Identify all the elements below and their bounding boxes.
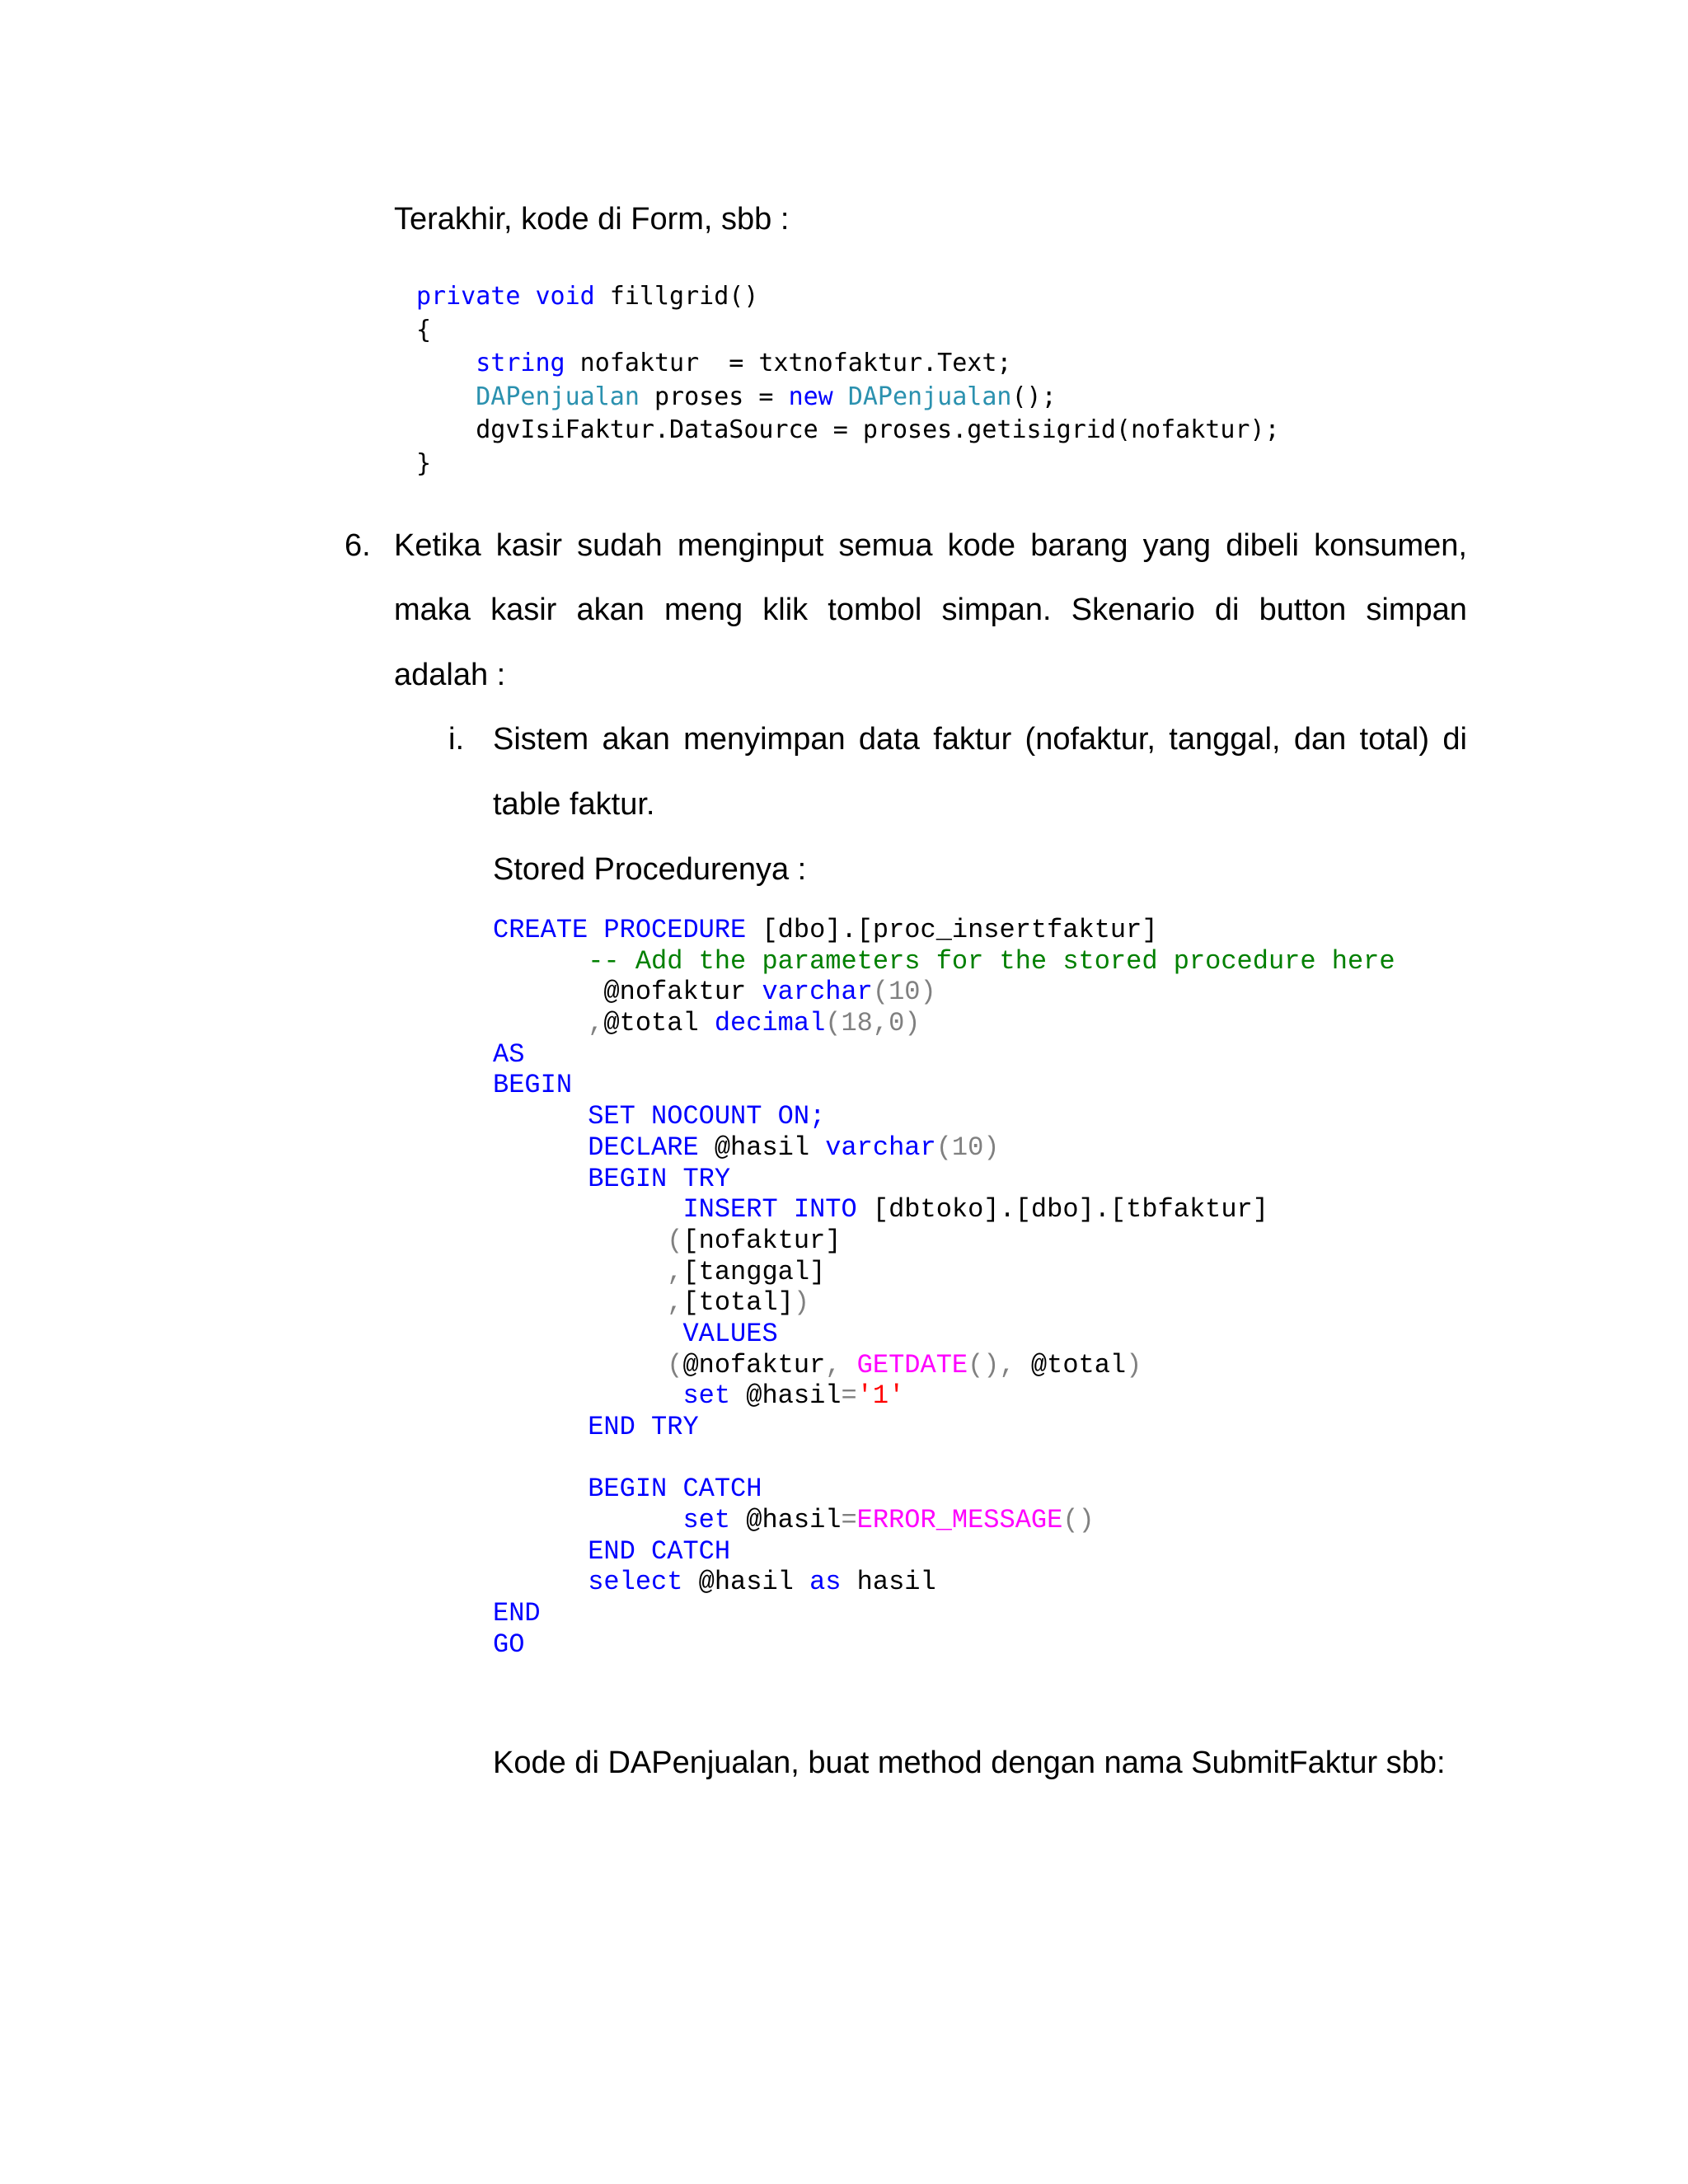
code-line xyxy=(416,414,1280,448)
code-line xyxy=(493,1132,1395,1164)
code-keyword: varchar xyxy=(825,1132,936,1163)
code-operator: , xyxy=(588,1008,604,1039)
word: simpan xyxy=(1366,593,1467,627)
code-function: ERROR_MESSAGE xyxy=(856,1505,1063,1536)
word: konsumen, xyxy=(1314,528,1467,563)
word: Sistem xyxy=(493,722,589,757)
word: sudah xyxy=(577,528,663,563)
word: klik xyxy=(762,593,809,627)
code-line xyxy=(493,1226,1395,1257)
word: simpan. xyxy=(941,593,1052,627)
word: yang xyxy=(1142,528,1212,563)
item6-line-2 xyxy=(394,594,1467,626)
code-keyword: SET NOCOUNT ON; xyxy=(588,1101,826,1132)
word: kode xyxy=(947,528,1016,563)
code-operator: , xyxy=(667,1287,683,1319)
code-line xyxy=(493,1536,1395,1568)
code-keyword: BEGIN CATCH xyxy=(588,1474,762,1505)
code-text: nofaktur = txtnofaktur.Text; xyxy=(565,349,1012,377)
code-line xyxy=(493,1412,1395,1443)
code-keyword: DECLARE xyxy=(588,1132,699,1163)
code-operator: (10) xyxy=(935,1132,1000,1163)
code-keyword: INSERT INTO xyxy=(682,1194,857,1226)
code-keyword: varchar xyxy=(762,977,873,1008)
code-text: @hasil xyxy=(730,1380,842,1412)
code-line xyxy=(493,1194,1395,1226)
word: dan xyxy=(1293,722,1347,757)
code-operator: () xyxy=(1062,1505,1095,1536)
code-keyword: string xyxy=(476,349,565,377)
code-line xyxy=(416,381,1280,415)
code-line xyxy=(493,1257,1395,1288)
code-keyword: END CATCH xyxy=(588,1535,731,1567)
code-keyword: END xyxy=(493,1598,541,1629)
code-text: [nofaktur] xyxy=(682,1225,842,1256)
word: tombol xyxy=(828,593,922,627)
code-operator: = xyxy=(841,1505,857,1536)
code-text: [dbtoko].[dbo].[tbfaktur] xyxy=(856,1194,1268,1226)
code-text: @total xyxy=(1030,1349,1127,1380)
code-line xyxy=(493,1443,1395,1474)
code-operator: ( xyxy=(667,1225,683,1256)
word: kasir xyxy=(495,528,562,563)
code-text: } xyxy=(416,448,432,478)
code-line xyxy=(493,946,1395,977)
code-operator: (18,0) xyxy=(825,1008,921,1039)
code-text: [dbo].[proc_insertfaktur] xyxy=(746,915,1158,945)
code-text: proses = xyxy=(639,382,789,411)
code-keyword: set xyxy=(682,1380,731,1412)
item6-line-1 xyxy=(394,530,1467,561)
code-text: @nofaktur xyxy=(603,977,762,1008)
code-keyword: AS xyxy=(493,1038,525,1070)
code-text: { xyxy=(416,315,432,344)
code-operator: ) xyxy=(793,1287,810,1319)
list-number-6: 6. xyxy=(345,528,371,563)
word: semua xyxy=(838,528,933,563)
word: faktur xyxy=(933,722,1012,757)
code-function: GETDATE xyxy=(856,1349,968,1380)
code-line xyxy=(493,1008,1395,1039)
code-text: dgvIsiFaktur.DataSource = proses.getisigrid(nofaktur); xyxy=(476,415,1280,444)
code-text: [tanggal] xyxy=(682,1256,826,1287)
word: menyimpan xyxy=(683,722,846,757)
word: di xyxy=(1442,722,1467,757)
code-text: (); xyxy=(1011,382,1057,411)
code-string: '1' xyxy=(856,1380,905,1412)
code-keyword: private xyxy=(416,282,521,311)
sql-code-block xyxy=(493,915,1395,1661)
code-line xyxy=(493,1505,1395,1536)
code-keyword: VALUES xyxy=(682,1318,778,1349)
code-line xyxy=(416,347,1280,381)
code-line xyxy=(493,1598,1395,1629)
code-comment: -- Add the parameters for the stored procedure here xyxy=(588,945,1395,977)
list-number-i: i. xyxy=(448,722,464,757)
code-text: @hasil xyxy=(730,1505,842,1536)
code-keyword: CREATE PROCEDURE xyxy=(493,915,747,945)
stored-procedure-heading: Stored Procedurenya : xyxy=(493,852,807,887)
subitem-i-line-1 xyxy=(493,724,1467,755)
code-operator: , xyxy=(825,1349,857,1380)
code-keyword: new xyxy=(788,382,833,411)
code-text: fillgrid() xyxy=(594,282,759,311)
code-text: @hasil xyxy=(682,1567,810,1598)
word: menginput xyxy=(677,528,824,563)
code-line xyxy=(493,1101,1395,1132)
code-line xyxy=(493,1474,1395,1505)
word: (nofaktur, xyxy=(1025,722,1156,757)
closing-text: Kode di DAPenjualan, buat method dengan nama SubmitFaktur sbb: xyxy=(493,1746,1446,1780)
code-line xyxy=(493,1287,1395,1319)
word: tanggal, xyxy=(1169,722,1281,757)
code-line xyxy=(493,915,1395,946)
word: Skenario xyxy=(1071,593,1195,627)
word: akan xyxy=(576,593,645,627)
code-line xyxy=(493,1350,1395,1381)
code-keyword: END TRY xyxy=(588,1412,699,1442)
code-line xyxy=(493,1567,1395,1598)
word: data xyxy=(858,722,920,757)
csharp-code-block xyxy=(416,280,1280,480)
code-operator: ( xyxy=(667,1349,683,1380)
word: di xyxy=(1214,593,1240,627)
word: akan xyxy=(602,722,670,757)
code-text: @hasil xyxy=(698,1132,826,1163)
code-keyword: void xyxy=(535,282,595,311)
code-line xyxy=(493,1164,1395,1195)
code-operator: (10) xyxy=(872,977,936,1008)
code-text: [total] xyxy=(682,1287,794,1319)
code-line xyxy=(416,448,1280,481)
code-keyword: BEGIN TRY xyxy=(588,1163,731,1194)
code-line xyxy=(493,977,1395,1008)
code-operator: ) xyxy=(1126,1349,1142,1380)
code-line xyxy=(493,1039,1395,1071)
code-operator: = xyxy=(841,1380,857,1412)
code-text: hasil xyxy=(841,1567,936,1598)
word: total) xyxy=(1359,722,1430,757)
code-keyword: decimal xyxy=(714,1008,826,1039)
word: meng xyxy=(664,593,743,627)
word: button xyxy=(1259,593,1347,627)
code-text: @total xyxy=(603,1008,715,1039)
word: barang xyxy=(1030,528,1128,563)
code-line xyxy=(416,280,1280,314)
code-line xyxy=(416,314,1280,348)
word: maka xyxy=(394,593,471,627)
code-line xyxy=(493,1380,1395,1412)
code-text: @nofaktur xyxy=(682,1349,826,1380)
word: dibeli xyxy=(1226,528,1299,563)
subitem-i-line-2: table faktur. xyxy=(493,787,655,822)
code-keyword: BEGIN xyxy=(493,1070,573,1101)
code-type: DAPenjualan xyxy=(847,382,1012,411)
code-keyword: as xyxy=(809,1567,842,1598)
item6-line-3: adalah : xyxy=(394,658,506,692)
intro-text: Terakhir, kode di Form, sbb : xyxy=(394,202,790,237)
code-line xyxy=(493,1070,1395,1101)
code-line xyxy=(493,1629,1395,1661)
code-line xyxy=(493,1319,1395,1350)
code-operator: , xyxy=(667,1256,683,1287)
code-type: DAPenjualan xyxy=(476,382,640,411)
word: Ketika xyxy=(394,528,481,563)
word: kasir xyxy=(490,593,557,627)
code-keyword: GO xyxy=(493,1629,525,1660)
code-operator: (), xyxy=(968,1349,1031,1380)
code-keyword: set xyxy=(682,1505,731,1536)
code-keyword: select xyxy=(588,1567,683,1598)
